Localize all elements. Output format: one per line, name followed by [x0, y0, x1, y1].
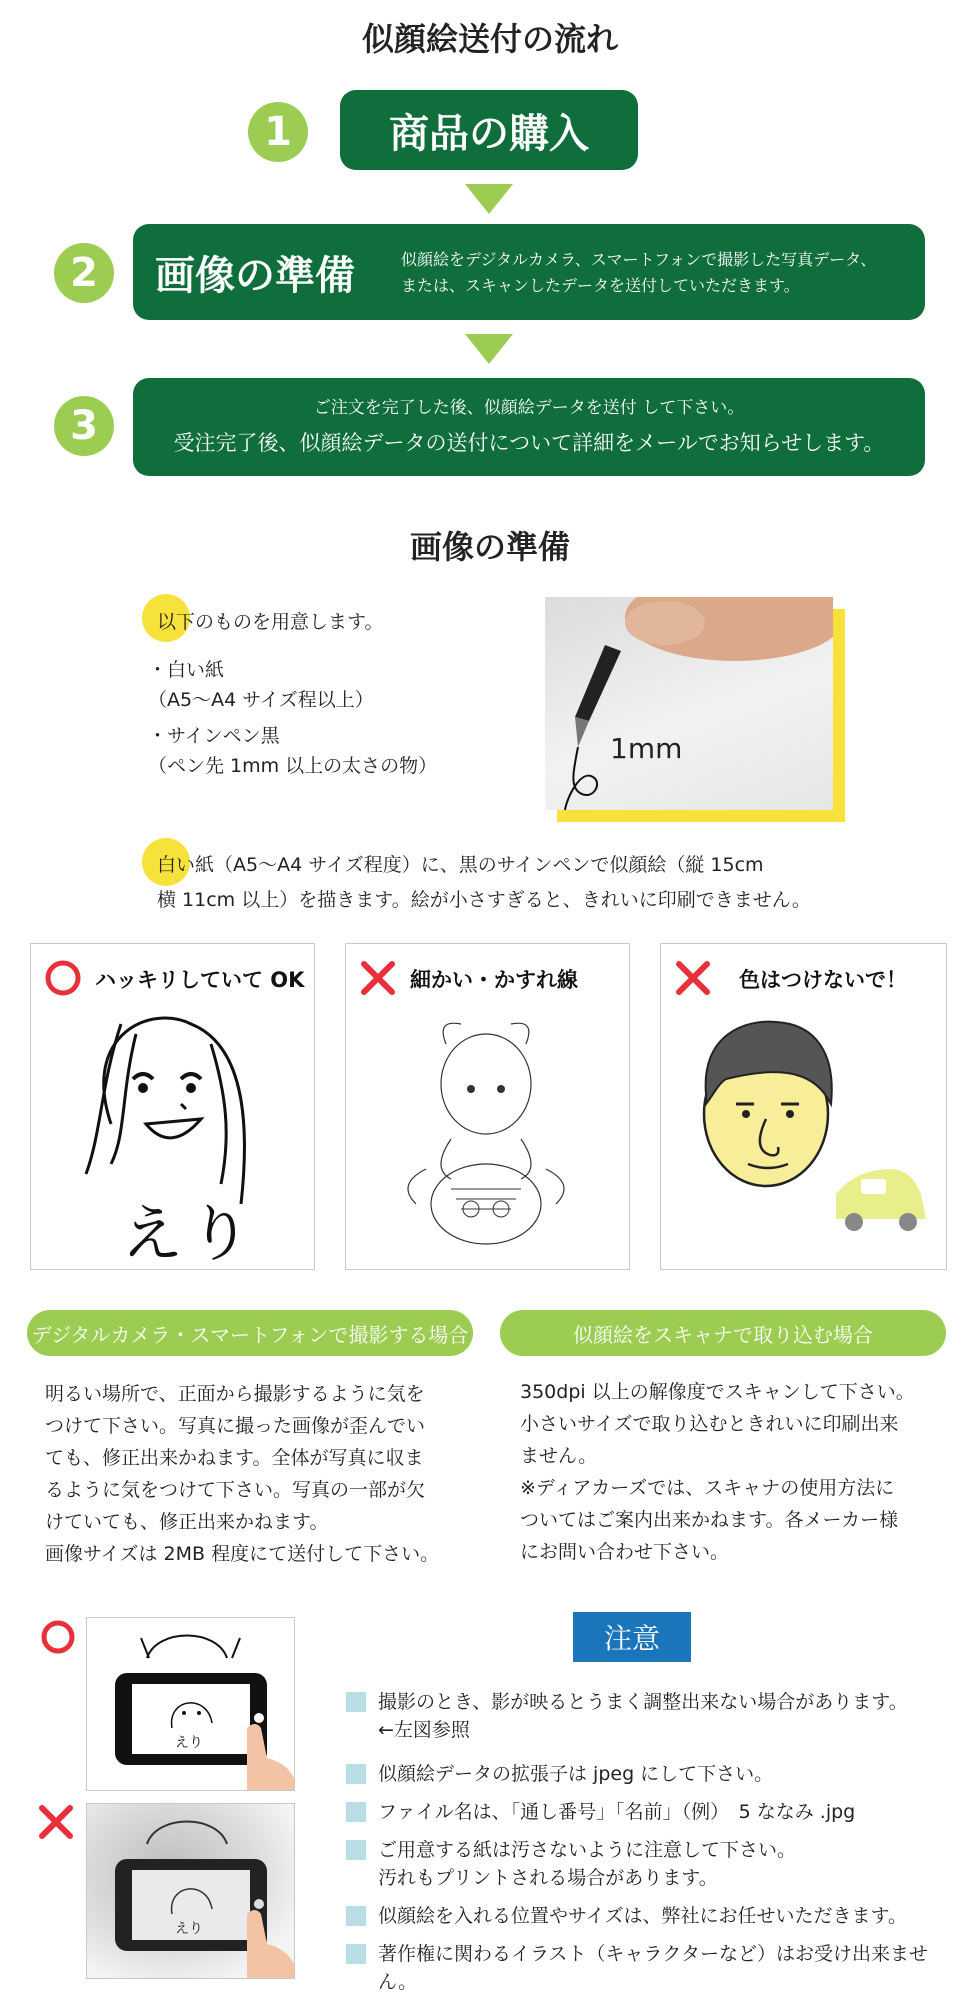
- note-text: ご用意する紙は汚さないように注意して下さい。: [378, 1839, 797, 1861]
- step-1-box: [340, 90, 638, 170]
- note-item: [346, 1688, 966, 1744]
- camera-line: 画像サイズは 2MB 程度にて送付して下さい。: [45, 1543, 440, 1565]
- scanner-line: ません。: [520, 1445, 598, 1467]
- phone-example-bad: [86, 1803, 295, 1979]
- photo-area: [545, 597, 833, 810]
- sketchy-drawing-icon: [356, 1004, 616, 1254]
- notes-title: 注意: [573, 1612, 691, 1662]
- step-3-line-2: 受注完了後、似顔絵データの送付について詳細をメールでお知らせします。: [173, 431, 885, 455]
- prep-item-1b: （A5～A4 サイズ程以上）: [148, 689, 374, 711]
- photo-label: 1mm: [610, 732, 683, 765]
- circle-ok-icon: [38, 1617, 78, 1657]
- draw-instruction-2: 横 11cm 以上）を描きます。絵が小さすぎると、きれいに印刷できません。: [157, 889, 811, 911]
- prep-intro: 以下のものを用意します。: [157, 611, 384, 633]
- step-2-label: 画像の準備: [155, 253, 355, 299]
- camera-method-text: [45, 1378, 439, 1570]
- note-text: 似顔絵を入れる位置やサイズは、弊社にお任せいただきます。: [378, 1905, 907, 1927]
- phone-example-good: [86, 1617, 295, 1791]
- example-good-heading: ハッキリしていて OK: [95, 968, 305, 992]
- arrow-down-icon: [465, 184, 513, 214]
- step-2-box: [133, 224, 925, 320]
- step-3-number: 3: [54, 396, 114, 456]
- example-good-caption: えり: [121, 1197, 258, 1270]
- phone-caption-good: えり: [175, 1735, 203, 1751]
- phone-caption-bad: えり: [175, 1921, 203, 1937]
- square-bullet-icon: [346, 1944, 366, 1964]
- camera-line: 明るい場所で、正面から撮影するように気を: [45, 1383, 425, 1405]
- flow-title: 似顔絵送付の流れ: [361, 20, 618, 58]
- scanner-line: 小さいサイズで取り込むときれいに印刷出来: [520, 1413, 899, 1435]
- notes-list: [346, 1688, 966, 1996]
- camera-line: るように気をつけて下さい。写真の一部が欠: [45, 1479, 426, 1501]
- example-card-thin-lines: [345, 943, 630, 1270]
- note-item: [346, 1940, 966, 1996]
- step-2-desc-1: 似顔絵をデジタルカメラ、スマートフォンで撮影した写真データ、: [401, 250, 877, 269]
- note-text: 撮影のとき、影が映るとうまく調整出来ない場合があります。: [378, 1691, 908, 1713]
- example-color-heading: 色はつけないで！: [739, 968, 907, 992]
- scanner-line: ※ディアカーズでは、スキャナの使用方法に: [520, 1477, 895, 1499]
- step-3-box: [133, 378, 925, 476]
- scanner-method-text: [520, 1376, 915, 1568]
- draw-instruction-1: 白い紙（A5～A4 サイズ程度）に、黒のサインペンで似顔絵（縦 15cm: [157, 854, 764, 876]
- cross-ng-icon: [36, 1802, 76, 1842]
- arrow-down-icon: [465, 334, 513, 364]
- note-text: 著作権に関わるイラスト（キャラクターなど）はお受け出来ません。: [378, 1943, 929, 1993]
- scanner-method-label: 似顔絵をスキャナで取り込む場合: [500, 1310, 946, 1356]
- note-text: 似顔絵データの拡張子は jpeg にして下さい。: [378, 1763, 774, 1785]
- step-3-line-1: ご注文を完了した後、似顔絵データを送付 して下さい。: [313, 398, 745, 418]
- camera-line: つけて下さい。写真に撮った画像が歪んでい: [45, 1415, 426, 1437]
- camera-method-label: デジタルカメラ・スマートフォンで撮影する場合: [27, 1310, 473, 1356]
- example-card-no-color: [660, 943, 947, 1270]
- scanner-line: ついてはご案内出来かねます。各メーカー様: [520, 1509, 899, 1531]
- note-item: [346, 1836, 966, 1892]
- note-text: 汚れもプリントされる場合があります。: [378, 1867, 718, 1889]
- cross-ng-icon: [358, 958, 398, 998]
- note-item: [346, 1798, 966, 1826]
- camera-line: ても、修正出来かねます。全体が写真に収ま: [45, 1447, 424, 1469]
- pen-photo: [545, 597, 845, 822]
- note-item: [346, 1902, 966, 1930]
- prep-item-2b: （ペン先 1mm 以上の太さの物）: [148, 755, 438, 777]
- note-item: [346, 1760, 966, 1788]
- step-2-desc-2: または、スキャンしたデータを送付していただきます。: [401, 276, 800, 295]
- cross-ng-icon: [673, 958, 713, 998]
- square-bullet-icon: [346, 1692, 366, 1712]
- square-bullet-icon: [346, 1906, 366, 1926]
- prep-title: 画像の準備: [409, 528, 570, 566]
- scanner-line: にお問い合わせ下さい。: [520, 1541, 730, 1563]
- prep-item-2a: ・サインペン黒: [148, 725, 280, 747]
- step-1-number: 1: [248, 102, 308, 162]
- square-bullet-icon: [346, 1840, 366, 1860]
- scanner-line: 350dpi 以上の解像度でスキャンして下さい。: [520, 1381, 915, 1403]
- square-bullet-icon: [346, 1802, 366, 1822]
- prep-item-1a: ・白い紙: [148, 659, 225, 681]
- example-thin-heading: 細かい・かすれ線: [410, 968, 578, 992]
- colored-face-icon: [666, 1004, 936, 1254]
- example-card-good: [30, 943, 315, 1270]
- note-text: ファイル名は、「通し番号」「名前」（例） 5 ななみ .jpg: [378, 1801, 856, 1823]
- step-2-number: 2: [54, 243, 114, 303]
- phone-shadow-photo-icon: [87, 1804, 294, 1978]
- pen-icon: [545, 597, 833, 810]
- circle-ok-icon: [43, 958, 83, 998]
- phone-photo-icon: [87, 1618, 294, 1790]
- step-1-label: 商品の購入: [389, 110, 589, 157]
- note-text: ←左図参照: [378, 1719, 470, 1741]
- square-bullet-icon: [346, 1764, 366, 1784]
- camera-line: けていても、修正出来かねます。: [45, 1511, 329, 1533]
